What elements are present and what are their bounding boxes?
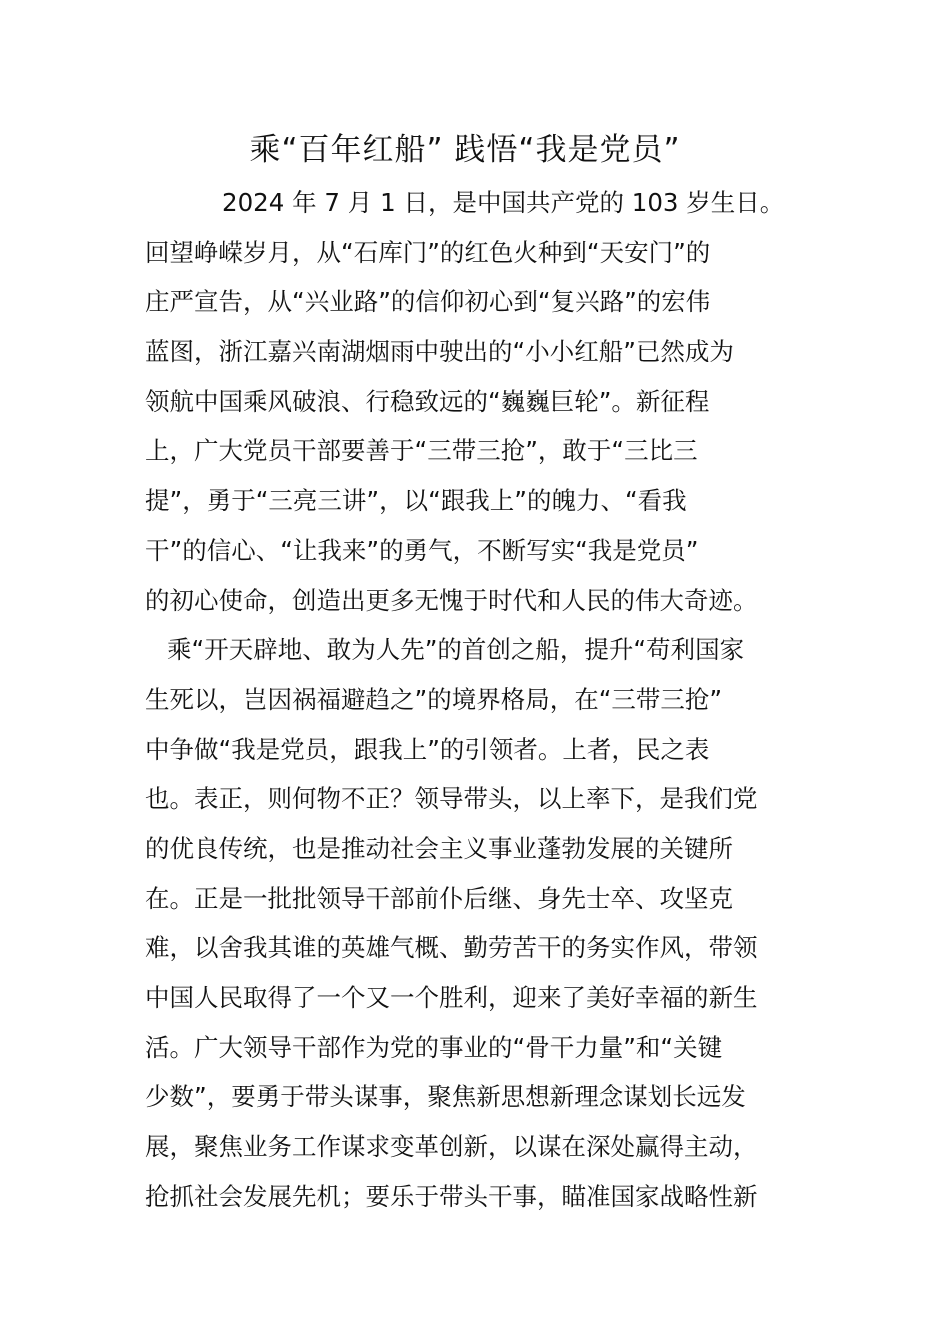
paragraph-2-line: 的优良传统，也是推动社会主义事业蓬勃发展的关键所 [145,833,733,863]
paragraph-1-line: 蓝图，浙江嘉兴南湖烟雨中驶出的“小小红船”已然成为 [145,337,734,367]
paragraph-2-line: 难，以舍我其谁的英雄气概、勤劳苦干的务实作风，带领 [145,933,758,963]
paragraph-1-line: 2024 年 7 月 1 日，是中国共产党的 103 岁生日。 [222,188,785,217]
paragraph-2-line: 也。表正，则何物不正？领导带头，以上率下，是我们党 [145,784,758,814]
paragraph-2-line: 抢抓社会发展先机；要乐于带头干事，瞄准国家战略性新 [145,1181,758,1211]
paragraph-1-line: 回望峥嵘岁月，从“石库门”的红色火种到“天安门”的 [145,237,711,267]
document-body [145,178,810,1221]
paragraph-1-line: 领航中国乘风破浪、行稳致远的“巍巍巨轮”。新征程 [145,386,710,416]
paragraph-2-line: 中国人民取得了一个又一个胜利，迎来了美好幸福的新生 [145,983,758,1012]
paragraph-1-line: 的初心使命，创造出更多无愧于时代和人民的伟大奇迹。 [145,585,758,615]
paragraph-2-line: 活。广大领导干部作为党的事业的“骨干力量”和“关键 [145,1032,723,1062]
paragraph-1-line: 庄严宣告，从“兴业路”的信仰初心到“复兴路”的宏伟 [145,287,711,317]
paragraph-2-line: 少数”，要勇于带头谋事，聚焦新思想新理念谋划长远发 [145,1082,746,1112]
paragraph-2-line: 在。正是一批批领导干部前仆后继、身先士卒、攻坚克 [145,883,733,913]
paragraph-2-line: 中争做“我是党员，跟我上”的引领者。上者，民之表 [145,734,710,764]
paragraph-1-line: 提”，勇于“三亮三讲”，以“跟我上”的魄力、“看我 [145,486,687,516]
document-title: 乘“百年红船” 践悟“我是党员” [249,132,681,168]
paragraph-2-line: 乘“开天辟地、敢为人先”的首创之船，提升“苟利国家 [167,635,745,665]
paragraph-1-line: 干”的信心、“让我来”的勇气，不断写实“我是党员” [145,535,699,565]
paragraph-2-line: 生死以，岂因祸福避趋之”的境界格局，在“三带三抢” [145,684,723,714]
paragraph-2-line: 展，聚焦业务工作谋求变革创新，以谋在深处赢得主动， [145,1132,758,1162]
paragraph-1-line: 上，广大党员干部要善于“三带三抢”，敢于“三比三 [145,436,698,466]
